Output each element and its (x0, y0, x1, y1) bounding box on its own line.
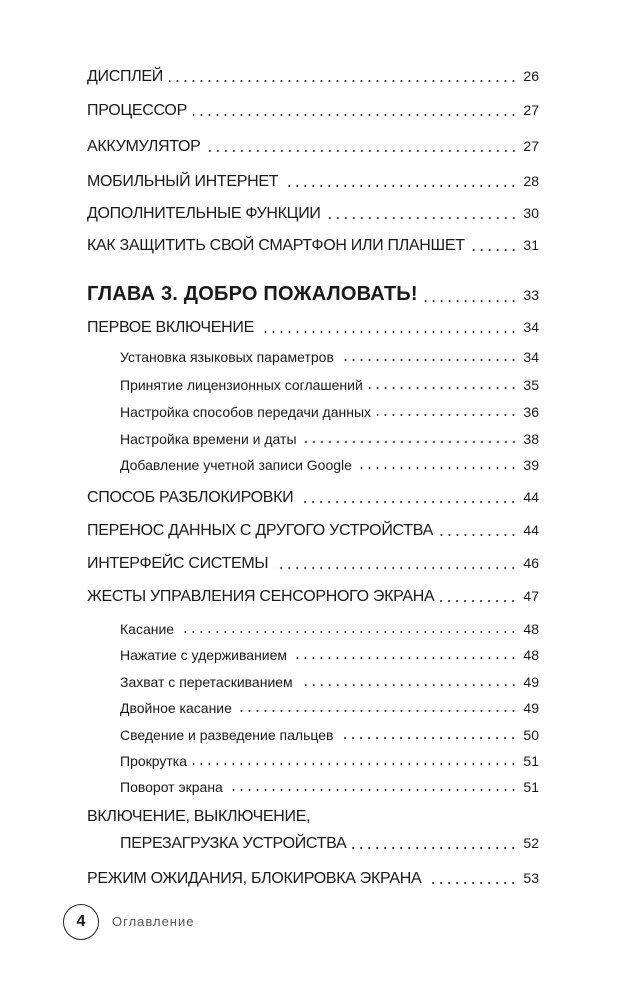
dot-leader (440, 600, 517, 602)
toc-subentry (120, 727, 539, 743)
toc-entry-title: Настройка способов передачи данных (120, 404, 372, 420)
toc-entry-title: Установка языковых параметров (120, 349, 334, 365)
toc-subentry (120, 647, 539, 663)
toc-entry-title: ПЕРЕНОС ДАННЫХ С ДРУГОГО УСТРОЙСТВА (87, 522, 433, 539)
toc-entry-title: РЕЖИМ ОЖИДАНИЯ, БЛОКИРОВКА ЭКРАНА (87, 870, 422, 887)
dot-leader (229, 789, 518, 791)
dot-leader (299, 684, 518, 686)
dot-leader (238, 710, 518, 712)
toc-page-number: 33 (523, 287, 539, 303)
toc-entry (87, 522, 539, 540)
dot-leader (180, 631, 517, 633)
toc-entry (87, 588, 539, 606)
toc-entry (87, 555, 539, 573)
toc-page-number: 31 (523, 237, 539, 253)
toc-page-number: 38 (523, 431, 539, 447)
dot-leader (369, 387, 518, 389)
toc-subentry (120, 431, 539, 447)
dot-leader (260, 331, 517, 333)
toc-page-number: 27 (523, 138, 539, 154)
toc-entry-title: ДИСПЛЕЙ (87, 68, 163, 85)
toc-entry-title: АККУМУЛЯТОР (87, 138, 201, 155)
toc-entry-title: Сведение и разведение пальцев (120, 727, 334, 743)
toc-page-number: 36 (523, 404, 539, 420)
dot-leader (293, 657, 517, 659)
dot-leader (299, 501, 517, 503)
dot-leader (169, 80, 517, 82)
toc-entry-title: СПОСОБ РАЗБЛОКИРОВКИ (87, 489, 294, 506)
dot-leader (303, 441, 518, 443)
dot-leader (339, 737, 517, 739)
toc-page-number: 52 (523, 835, 539, 851)
dot-leader (327, 217, 518, 219)
toc-subentry (120, 753, 539, 769)
toc-page-number: 51 (523, 779, 539, 795)
toc-entry-title: МОБИЛЬНЫЙ ИНТЕРНЕТ (87, 173, 279, 190)
dot-leader (274, 567, 517, 569)
toc-page-number: 39 (523, 457, 539, 473)
toc-page-number: 50 (523, 727, 539, 743)
toc-entry (87, 870, 539, 888)
toc-page-number: 35 (523, 377, 539, 393)
toc-page-number: 34 (523, 319, 539, 335)
toc-page-number: 28 (523, 173, 539, 189)
toc-page-number: 49 (523, 700, 539, 716)
dot-leader (207, 150, 518, 152)
toc-page-number: 48 (523, 621, 539, 637)
toc-subentry (120, 621, 539, 637)
toc-entry (87, 489, 539, 507)
toc-entry-title: Прокрутка (120, 753, 188, 769)
toc-page-number: 44 (523, 489, 539, 505)
toc-entry-title: ГЛАВА 3. ДОБРО ПОЖАЛОВАТЬ! (87, 283, 418, 305)
toc-entry (87, 319, 539, 337)
toc-entry-title: Поворот экрана (120, 779, 223, 795)
toc-page-number: 47 (523, 588, 539, 604)
dot-leader (340, 359, 518, 361)
toc-subentry (120, 779, 539, 795)
dot-leader (193, 763, 517, 765)
toc-entry-title-line1: ВКЛЮЧЕНИЕ, ВЫКЛЮЧЕНИЕ, (87, 808, 311, 825)
toc-subentry (120, 457, 539, 473)
dot-leader (377, 414, 517, 416)
toc-entry-title: Двойное касание (120, 700, 232, 716)
toc-subentry (120, 404, 539, 420)
toc-page-number: 46 (523, 555, 539, 571)
toc-subentry (120, 349, 539, 365)
dot-leader (424, 300, 518, 302)
toc-entry (87, 102, 539, 120)
toc-entry (87, 68, 539, 86)
toc-subentry (120, 700, 539, 716)
toc-entry (87, 205, 539, 223)
toc-entry-title: Настройка времени и даты (120, 431, 297, 447)
toc-page-number: 34 (523, 349, 539, 365)
dot-leader (284, 185, 517, 187)
dot-leader (439, 534, 517, 536)
toc-entry (120, 835, 539, 853)
toc-entry-title: ПЕРЕЗАГРУЗКА УСТРОЙСТВА (120, 835, 347, 852)
toc-page-number: 48 (523, 647, 539, 663)
toc-subentry (120, 377, 539, 393)
dot-leader (427, 882, 517, 884)
toc-page-number: 30 (523, 205, 539, 221)
toc-entry-title: КАК ЗАЩИТИТЬ СВОЙ СМАРТФОН ИЛИ ПЛАНШЕТ (87, 237, 465, 254)
toc-page-number: 27 (523, 102, 539, 118)
toc-entry-title: Добавление учетной записи Google (120, 457, 352, 473)
running-footer-section: Оглавление (112, 914, 195, 929)
toc-entry (87, 237, 539, 255)
toc-entry (87, 138, 539, 156)
toc-subentry (120, 674, 539, 690)
toc-page-number: 51 (523, 753, 539, 769)
toc-page-number: 44 (523, 522, 539, 538)
dot-leader (193, 114, 517, 116)
toc-entry-title: ЖЕСТЫ УПРАВЛЕНИЯ СЕНСОРНОГО ЭКРАНА (87, 588, 435, 605)
toc-entry-title: ИНТЕРФЕЙС СИСТЕМЫ (87, 555, 269, 572)
toc-entry-title: Захват с перетаскиванием (120, 674, 293, 690)
toc-entry-title: Касание (120, 621, 175, 637)
toc-chapter-heading (87, 283, 539, 306)
toc-entry-title: ПРОЦЕССОР (87, 102, 187, 119)
toc-entry-title: Нажатие с удерживанием (120, 647, 288, 663)
toc-page-number: 53 (523, 870, 539, 886)
page-number-badge: 4 (63, 904, 99, 940)
dot-leader (471, 249, 518, 251)
toc-entry-title: ДОПОЛНИТЕЛЬНЫЕ ФУНКЦИИ (87, 205, 321, 222)
dot-leader (358, 467, 517, 469)
toc-entry (87, 173, 539, 191)
toc-entry-title: ПЕРВОЕ ВКЛЮЧЕНИЕ (87, 319, 254, 336)
toc-entry-title: Принятие лицензионных соглашений (120, 377, 363, 393)
dot-leader (352, 847, 517, 849)
toc-page-number: 26 (523, 68, 539, 84)
toc-page-number: 49 (523, 674, 539, 690)
